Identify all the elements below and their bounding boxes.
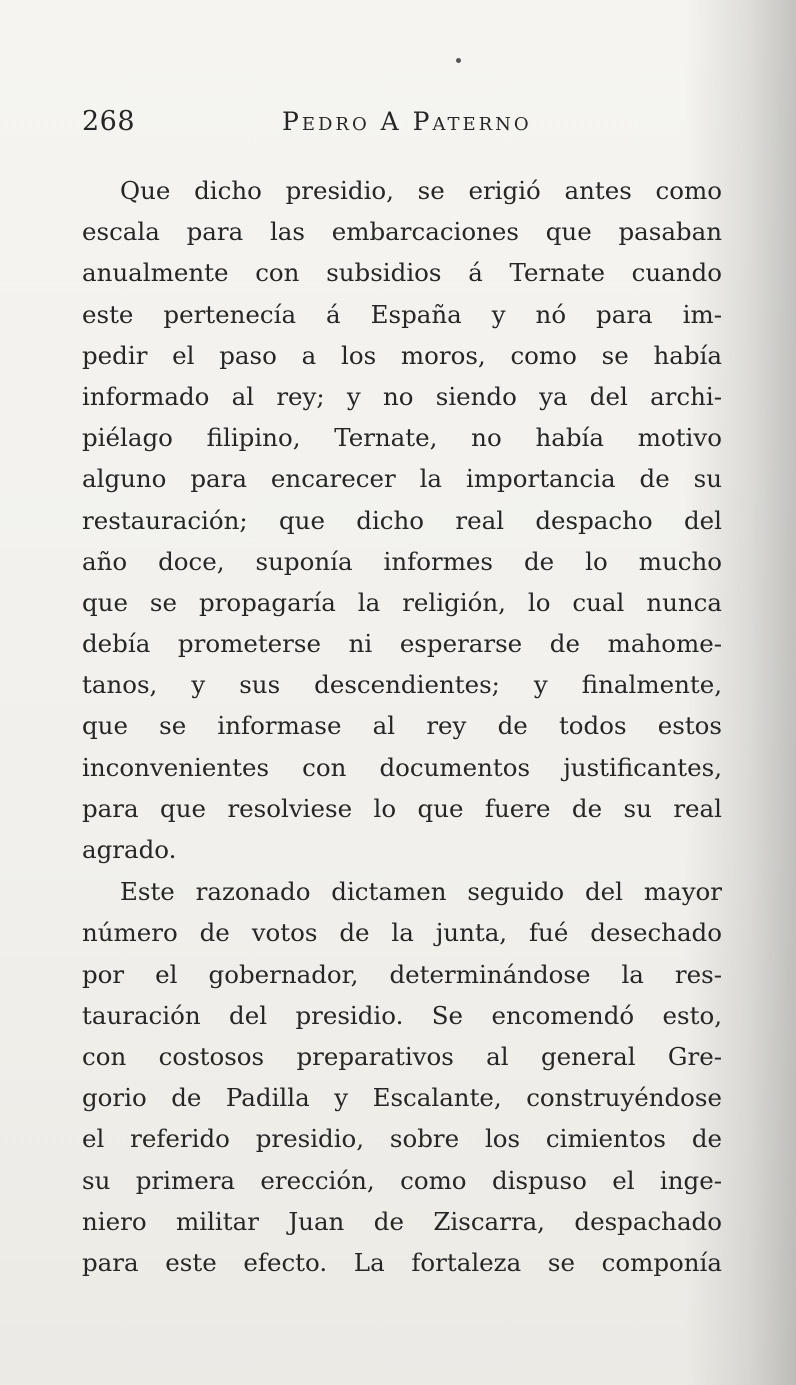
page-header bbox=[82, 104, 722, 144]
text-line: su primera erección, como dispuso el inge- bbox=[82, 1165, 722, 1195]
text-line: que se propagaría la religión, lo cual nunca bbox=[82, 587, 722, 617]
running-head: Pedro A Paterno bbox=[282, 107, 532, 136]
text-line: este pertenecía á España y nó para im- bbox=[82, 299, 722, 329]
paragraph-1 bbox=[82, 170, 722, 870]
text-line: que se informase al rey de todos estos bbox=[82, 711, 722, 741]
text-line: número de votos de la junta, fué desechado bbox=[82, 918, 722, 948]
text-line: alguno para encarecer la importancia de su bbox=[82, 464, 722, 494]
text-line: anualmente con subsidios á Ternate cuando bbox=[82, 258, 722, 288]
text-line: gorio de Padilla y Escalante, construyéndose bbox=[82, 1083, 722, 1113]
text-line: Este razonado dictamen seguido del mayor bbox=[120, 877, 722, 907]
text-line: para que resolviese lo que fuere de su real bbox=[82, 793, 722, 823]
text-line: piélago filipino, Ternate, no había motivo bbox=[82, 423, 722, 453]
text-line: informado al rey; y no siendo ya del archi- bbox=[82, 381, 722, 411]
text-line: para este efecto. La fortaleza se componía bbox=[82, 1247, 722, 1277]
text-line: tanos, y sus descendientes; y finalmente, bbox=[82, 670, 722, 700]
text-line: año doce, suponía informes de lo mucho bbox=[82, 546, 722, 576]
text-line: niero militar Juan de Ziscarra, despachado bbox=[82, 1206, 722, 1236]
text-line: con costosos preparativos al general Gre- bbox=[82, 1041, 722, 1071]
text-line: debía prometerse ni esperarse de mahome- bbox=[82, 629, 722, 659]
text-line: por el gobernador, determinándose la res- bbox=[82, 959, 722, 989]
text-line: escala para las embarcaciones que pasaban bbox=[82, 217, 722, 247]
text-line: tauración del presidio. Se encomendó esto, bbox=[82, 1000, 722, 1030]
text-line: agrado. bbox=[82, 835, 177, 864]
page-number: 268 bbox=[82, 106, 136, 137]
text-line: inconvenientes con documentos justificantes, bbox=[82, 752, 722, 782]
text-line: restauración; que dicho real despacho del bbox=[82, 505, 722, 535]
text-line: el referido presidio, sobre los cimientos de bbox=[82, 1124, 722, 1154]
body-text bbox=[82, 170, 722, 1283]
text-line: Que dicho presidio, se erigió antes como bbox=[120, 176, 722, 205]
ink-speck bbox=[456, 58, 461, 63]
paragraph-2 bbox=[82, 871, 722, 1283]
text-line: pedir el paso a los moros, como se había bbox=[82, 340, 722, 370]
